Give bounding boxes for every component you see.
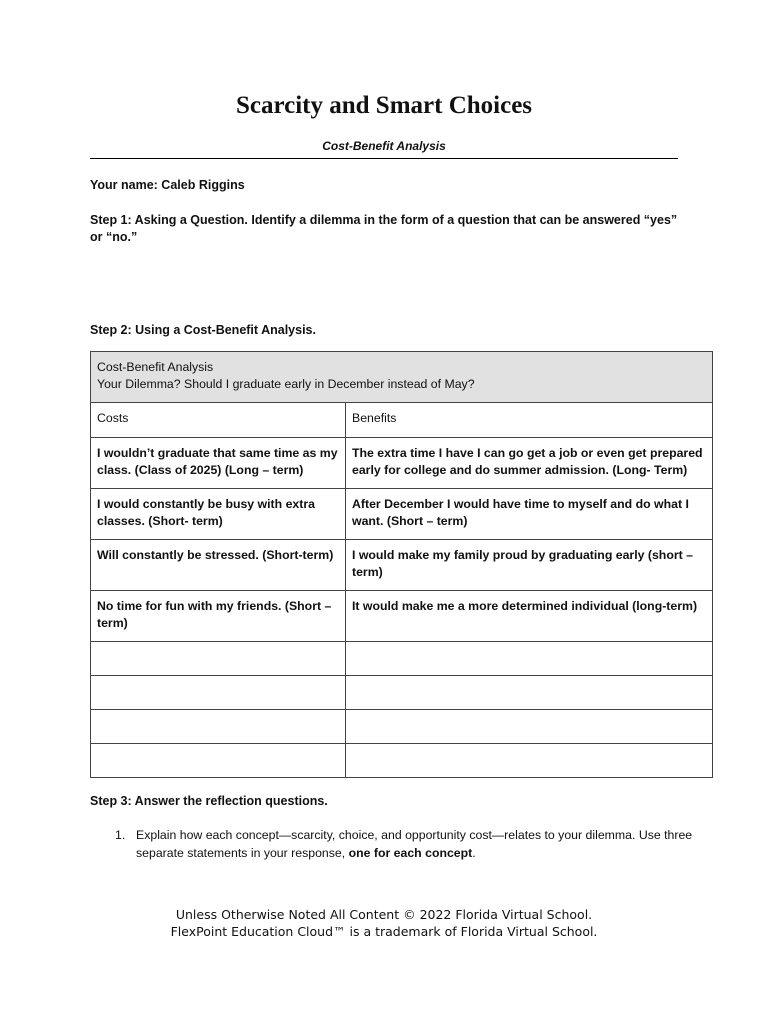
title-divider [90, 158, 678, 159]
step1-text: Step 1: Asking a Question. Identify a dilemma in the form of a question that can be answered “yes” or “no.” [90, 213, 678, 244]
table-header-dilemma: Your Dilemma? Should I graduate early in December instead of May? [97, 377, 475, 391]
footer-trademark: FlexPoint Education Cloud™ is a trademark of Florida Virtual School. [170, 924, 598, 939]
footer-copyright: Unless Otherwise Noted All Content © 2022 Florida Virtual School. [175, 907, 593, 922]
empty-benefit-cell [346, 676, 713, 710]
empty-table-row [91, 642, 713, 676]
empty-cost-cell [91, 744, 346, 778]
page-subtitle: Cost-Benefit Analysis [322, 139, 446, 153]
step2-text: Step 2: Using a Cost-Benefit Analysis. [90, 323, 316, 337]
empty-cost-cell [91, 710, 346, 744]
column-header-costs: Costs [91, 403, 346, 438]
cost-cell: I wouldn’t graduate that same time as my class. (Class of 2025) (Long – term) [91, 438, 346, 489]
empty-table-row [91, 710, 713, 744]
benefit-cell: The extra time I have I can go get a job or even get prepared early for college and do summer admission. (Long- Term) [346, 438, 713, 489]
column-header-benefits: Benefits [346, 403, 713, 438]
table-column-header-row [91, 403, 713, 438]
page-footer [0, 906, 768, 940]
cost-cell: I would constantly be busy with extra classes. (Short- term) [91, 489, 346, 540]
cost-cell: No time for fun with my friends. (Short – term) [91, 591, 346, 642]
cost-benefit-table [90, 351, 713, 778]
question-number: 1. [115, 828, 126, 842]
empty-benefit-cell [346, 642, 713, 676]
empty-cost-cell [91, 676, 346, 710]
empty-table-row [91, 744, 713, 778]
empty-benefit-cell [346, 710, 713, 744]
empty-cost-cell [91, 642, 346, 676]
table-row [91, 489, 713, 540]
table-header-title: Cost-Benefit Analysis [97, 360, 214, 374]
question-1-text: Explain how each concept—scarcity, choice, and opportunity cost—relates to your dilemma. Use three separate statements in your response, one for each concept. [136, 828, 693, 860]
table-header-cell [91, 352, 713, 403]
empty-table-row [91, 676, 713, 710]
cost-cell: Will constantly be stressed. (Short-term) [91, 540, 346, 591]
step3-text: Step 3: Answer the reflection questions. [90, 794, 328, 808]
table-row [91, 540, 713, 591]
table-header-row [91, 352, 713, 403]
name-line: Your name: Caleb Riggins [90, 178, 245, 192]
benefit-cell: I would make my family proud by graduating early (short – term) [346, 540, 713, 591]
benefit-cell: After December I would have time to myself and do what I want. (Short – term) [346, 489, 713, 540]
table-row [91, 438, 713, 489]
benefit-cell: It would make me a more determined individual (long-term) [346, 591, 713, 642]
table-row [91, 591, 713, 642]
page-title: Scarcity and Smart Choices [235, 92, 533, 119]
empty-benefit-cell [346, 744, 713, 778]
